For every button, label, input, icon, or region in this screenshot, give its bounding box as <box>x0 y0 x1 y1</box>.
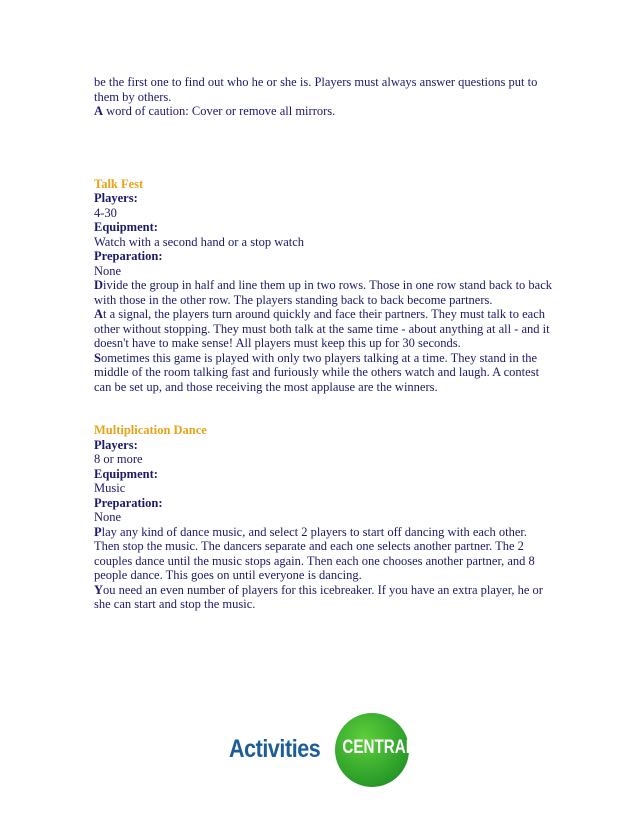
paragraph-text: ivide the group in half and line them up in two rows. Those in one row stand back to back with those in the other row. The players standing back to back become partners. <box>94 278 553 307</box>
drop-letter: S <box>94 350 101 365</box>
intro-line-2: them by others. <box>94 89 172 104</box>
logo-wordmark: Activities <box>229 735 321 763</box>
talk-fest-players-value: 4-30 <box>94 205 117 220</box>
logo-circle-text: CENTRAL <box>342 737 416 758</box>
talk-fest-paragraph-1 <box>94 278 554 307</box>
drop-letter: D <box>94 278 104 292</box>
talk-fest-equipment-label: Equipment: <box>94 220 158 234</box>
multiplication-dance-title: Multiplication Dance <box>94 423 207 437</box>
paragraph-text: t a signal, the players turn around quickly and face their partners. They must talk to each other without stopping. They must both talk at the same time - about anything at all - and it doesn't have to make sense! All players must keep this up for 30 seconds. <box>94 307 550 350</box>
paragraph-text: lay any kind of dance music, and select 2 players to start off dancing with each other. Then stop the music. The dancers separate and each one selects another partner. The 2 couples dance until the music stops again. Then each one chooses another partner, and 8 people dance. This goes on until everyone is dancing. <box>94 524 535 582</box>
talk-fest-paragraph-3 <box>94 351 554 395</box>
multiplication-dance-equipment-value: Music <box>94 481 126 495</box>
activities-central-logo <box>229 713 416 787</box>
caution-text: word of caution: Cover or remove all mirrors. <box>103 104 336 118</box>
talk-fest-equipment-value: Watch with a second hand or a stop watch <box>94 234 305 249</box>
talk-fest-title: Talk Fest <box>94 176 144 191</box>
drop-letter: P <box>94 524 102 539</box>
multiplication-dance-preparation-label: Preparation: <box>94 495 163 510</box>
caution-note <box>94 104 554 119</box>
paragraph-text: ometimes this game is played with only two players talking at a time. They stand in the middle of the room talking fast and furiously while the others watch and laugh. A contest can be set up, and those receiving the most applause are the winners. <box>94 350 540 394</box>
multiplication-dance-preparation-value: None <box>94 510 122 524</box>
document-body <box>94 75 554 612</box>
multiplication-dance-players-value: 8 or more <box>94 452 143 466</box>
multiplication-dance-players-label: Players: <box>94 437 138 452</box>
paragraph-text: ou need an even number of players for this icebreaker. If you have an extra player, he or she can start and stop the music. <box>94 582 543 611</box>
intro-line-1: be the first one to find out who he or she is. Players must always answer questions put to <box>94 75 538 89</box>
multiplication-dance-equipment-label: Equipment: <box>94 466 158 481</box>
talk-fest-preparation-label: Preparation: <box>94 249 163 263</box>
drop-letter: A <box>94 307 104 321</box>
drop-letter: Y <box>94 582 104 597</box>
logo-circle-badge <box>335 713 416 787</box>
multiplication-dance-paragraph-2 <box>94 583 554 612</box>
caution-lead: A <box>94 104 104 118</box>
talk-fest-paragraph-2 <box>94 307 554 351</box>
multiplication-dance-paragraph-1 <box>94 525 554 583</box>
talk-fest-players-label: Players: <box>94 191 138 205</box>
talk-fest-preparation-value: None <box>94 263 122 278</box>
